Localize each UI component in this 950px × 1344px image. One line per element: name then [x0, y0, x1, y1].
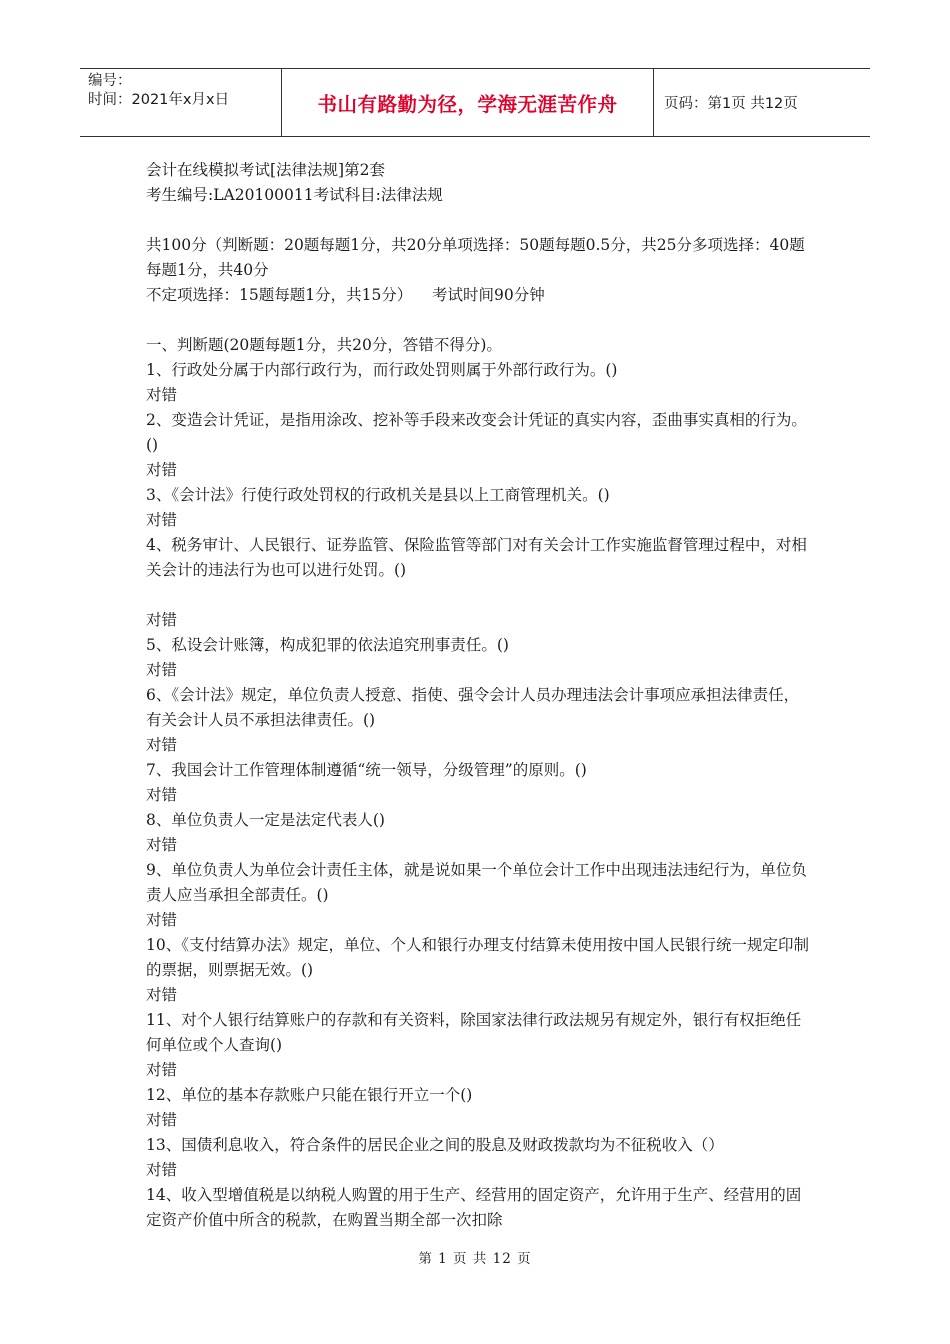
question-item: [146, 683, 810, 758]
score-summary-continued: 不定项选择：15题每题1分，共15分） 考试时间90分钟: [146, 286, 545, 304]
question-text: 11、对个人银行结算账户的存款和有关资料，除国家法律行政法规另有规定外，银行有权拒绝任何单位或个人查询(): [146, 1011, 802, 1054]
question-item: [146, 1183, 810, 1233]
answer-options: 对错: [146, 1111, 178, 1129]
question-text: 6、《会计法》规定，单位负责人授意、指使、强令会计人员办理违法会计事项应承担法律责任，有关会计人员不承担法律责任。(): [146, 686, 800, 729]
answer-options: 对错: [146, 836, 178, 854]
question-item: [146, 1008, 810, 1083]
question-item: [146, 358, 810, 408]
question-text: 4、税务审计、人民银行、证券监管、保险监管等部门对有关会计工作实施监督管理过程中，对相关会计的违法行为也可以进行处罚。(): [146, 536, 807, 579]
question-text: 10、《支付结算办法》规定，单位、个人和银行办理支付结算未使用按中国人民银行统一规定印制的票据，则票据无效。(): [146, 936, 809, 979]
question-item: [146, 483, 810, 533]
score-summary: 共100分（判断题：20题每题1分，共20分单项选择：50题每题0.5分，共25分多项选择：40题每题1分，共40分: [146, 236, 805, 279]
answer-options: 对错: [146, 461, 178, 479]
question-item: [146, 758, 810, 808]
question-item: [146, 1083, 810, 1133]
question-item: [146, 858, 810, 933]
document-number-label: 编号：: [88, 73, 132, 89]
question-text: 3、《会计法》行使行政处罚权的行政机关是县以上工商管理机关。(): [146, 486, 610, 504]
question-text: 9、单位负责人为单位会计责任主体，就是说如果一个单位会计工作中出现违法违纪行为，单位负责人应当承担全部责任。(): [146, 861, 807, 904]
question-text: 2、变造会计凭证，是指用涂改、挖补等手段来改变会计凭证的真实内容，歪曲事实真相的行为。(): [146, 411, 807, 454]
question-item: [146, 408, 810, 483]
question-text: 13、国债利息收入，符合条件的居民企业之间的股息及财政拨款均为不征税收入（）: [146, 1136, 724, 1154]
answer-options: 对错: [146, 1061, 178, 1079]
answer-options: 对错: [146, 611, 178, 629]
document-time-label: 时间：2021年x月x日: [88, 92, 230, 108]
question-item: [146, 808, 810, 858]
question-text: 8、单位负责人一定是法定代表人(): [146, 811, 385, 829]
answer-options: 对错: [146, 661, 178, 679]
question-item: [146, 933, 810, 1008]
document-body: [146, 158, 810, 1233]
answer-options: 对错: [146, 986, 178, 1004]
answer-options: 对错: [146, 911, 178, 929]
answer-options: 对错: [146, 1161, 178, 1179]
section-heading: 一、判断题(20题每题1分，共20分，答错不得分)。: [146, 336, 502, 354]
header-motto: 书山有路勤为径，学海无涯苦作舟: [282, 69, 654, 136]
question-item: [146, 1133, 810, 1183]
question-text: 14、收入型增值税是以纳税人购置的用于生产、经营用的固定资产，允许用于生产、经营用的固定资产价值中所含的税款，在购置当期全部一次扣除: [146, 1186, 802, 1229]
candidate-info: 考生编号:LA20100011考试科目:法律法规: [146, 186, 443, 204]
page-header: [80, 68, 870, 137]
answer-options: 对错: [146, 511, 178, 529]
header-page-info: 页码：第1页 共12页: [664, 96, 798, 112]
question-text: 7、我国会计工作管理体制遵循“统一领导，分级管理”的原则。(): [146, 761, 587, 779]
question-text: 1、行政处分属于内部行政行为，而行政处罚则属于外部行政行为。(): [146, 361, 618, 379]
question-item: [146, 633, 810, 683]
answer-options: 对错: [146, 386, 178, 404]
question-text: 5、私设会计账簿，构成犯罪的依法追究刑事责任。(): [146, 636, 509, 654]
answer-options: 对错: [146, 786, 178, 804]
header-left-cell: [80, 69, 282, 136]
question-text: 12、单位的基本存款账户只能在银行开立一个(): [146, 1086, 473, 1104]
page-footer: 第 1 页 共 12 页: [418, 1251, 532, 1267]
question-item: [146, 533, 810, 633]
document-title: 会计在线模拟考试[法律法规]第2套: [146, 161, 385, 179]
answer-options: 对错: [146, 736, 178, 754]
